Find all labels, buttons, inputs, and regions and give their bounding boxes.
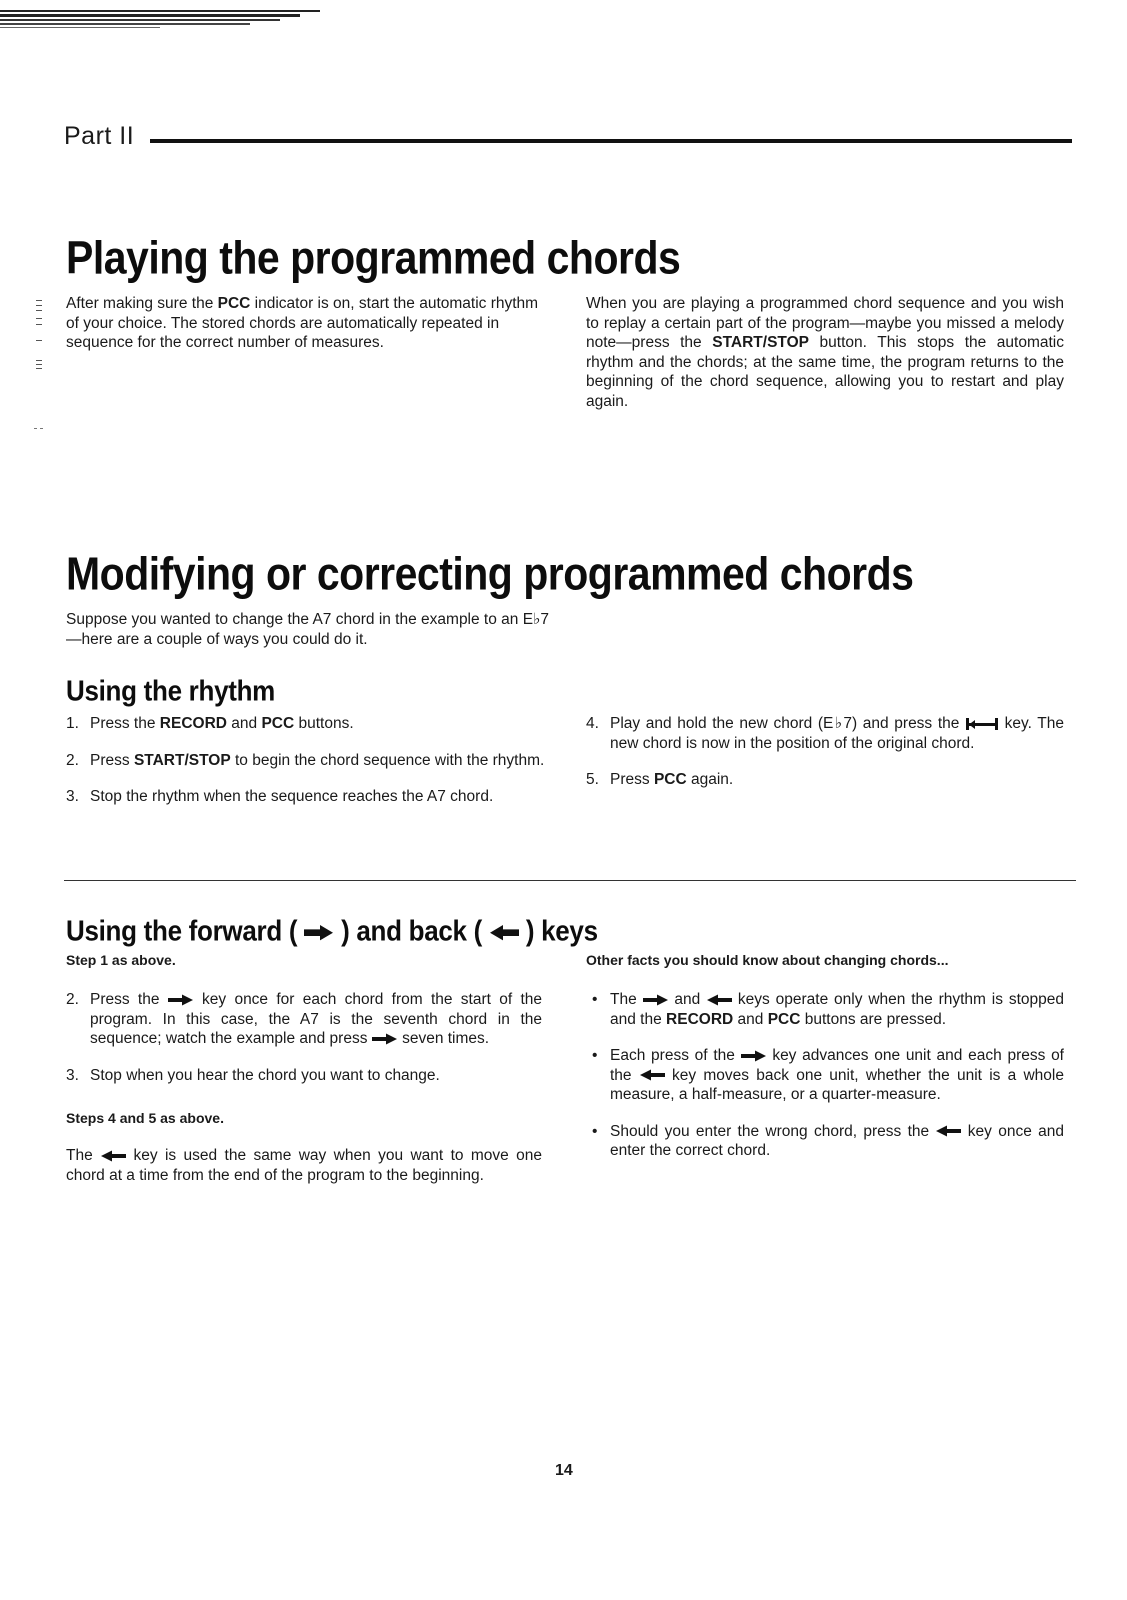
facts-title: Other facts you should know about changing chords... [586, 952, 949, 968]
keys-step-3: 3. Stop when you hear the chord you want to change. [66, 1066, 440, 1084]
fact-item-1: • The and keys operate only when the rhythm is stopped and the RECORD and PCC buttons are pressed. [586, 990, 1064, 1029]
rhythm-step-3: 3. Stop the rhythm when the sequence reaches the A7 chord. [66, 788, 494, 805]
subsection-title-rhythm: Using the rhythm [66, 674, 275, 707]
rhythm-step-4: 4. Play and hold the new chord (E♭7) and press the key. The new chord is now in the position of the original chord. [586, 715, 1064, 752]
forward-arrow-icon [372, 1033, 398, 1045]
replace-bracket-icon [965, 717, 999, 731]
back-arrow-icon [706, 994, 732, 1006]
rhythm-step-2: 2. Press START/STOP to begin the chord sequence with the rhythm. [66, 751, 545, 769]
rhythm-step-5: 5. Press PCC again. [586, 771, 734, 788]
keys-steps45-label: Steps 4 and 5 as above. [66, 1110, 224, 1126]
fact-item-3: • Should you enter the wrong chord, press the key once and enter the correct chord. [586, 1122, 1064, 1161]
fact-item-2: • Each press of the key advances one unit and each press of the key moves back one unit, whether the unit is a whole measure, a half-measure, or a quarter-measure. [586, 1046, 1064, 1105]
forward-arrow-icon [304, 924, 334, 942]
section-title-modifying: Modifying or correcting programmed chords [66, 548, 914, 600]
keys-steps-left [66, 990, 542, 1085]
keys-back-note: The key is used the same way when you want to move one chord at a time from the end of the program to the beginning. [66, 1147, 543, 1184]
section1-col2-text: When you are playing a programmed chord sequence and you wish to replay a certain part of the program—maybe you missed a melody note—press the START/STOP button. This stops the automatic rhythm and the chords; at the same time, the program returns to the beginning of the chord sequence, allowing you to restart and play again. [586, 295, 1065, 410]
forward-arrow-icon [168, 994, 194, 1006]
section1-col1-text: After making sure the PCC indicator is on, start the automatic rhythm of your choice. The stored chords are automatically repeated in sequence for the correct number of measures. [66, 295, 539, 351]
forward-arrow-icon [741, 1050, 767, 1062]
page-number: 14 [555, 1462, 573, 1479]
margin-artifact-marks [28, 300, 48, 440]
part-label: Part II [64, 122, 135, 150]
rhythm-steps-right [586, 714, 1064, 790]
forward-arrow-icon [643, 994, 669, 1006]
rhythm-step-1: 1. Press the RECORD and PCC buttons. [66, 715, 354, 732]
back-arrow-icon [639, 1069, 665, 1081]
back-arrow-icon [489, 924, 519, 942]
keys-step-2: 2. Press the key once for each chord from the start of the program. In this case, the A7 is the seventh chord in the sequence; watch the example and press seven times. [66, 991, 543, 1047]
section-title-playing: Playing the programmed chords [66, 232, 681, 284]
facts-list [586, 990, 1064, 1161]
subsection-title-keys: Using the forward ( ) and back ( ) keys [66, 914, 598, 947]
section-divider [64, 880, 1076, 881]
header-rule [150, 139, 1072, 143]
section2-intro: Suppose you wanted to change the A7 chord in the example to an E♭7—here are a couple of ways you could do it. [66, 611, 549, 648]
keys-step1-label: Step 1 as above. [66, 952, 176, 968]
back-arrow-icon [100, 1150, 126, 1162]
scan-artifact-bars [0, 2, 330, 32]
back-arrow-icon [935, 1125, 961, 1137]
rhythm-steps-left [66, 714, 546, 807]
